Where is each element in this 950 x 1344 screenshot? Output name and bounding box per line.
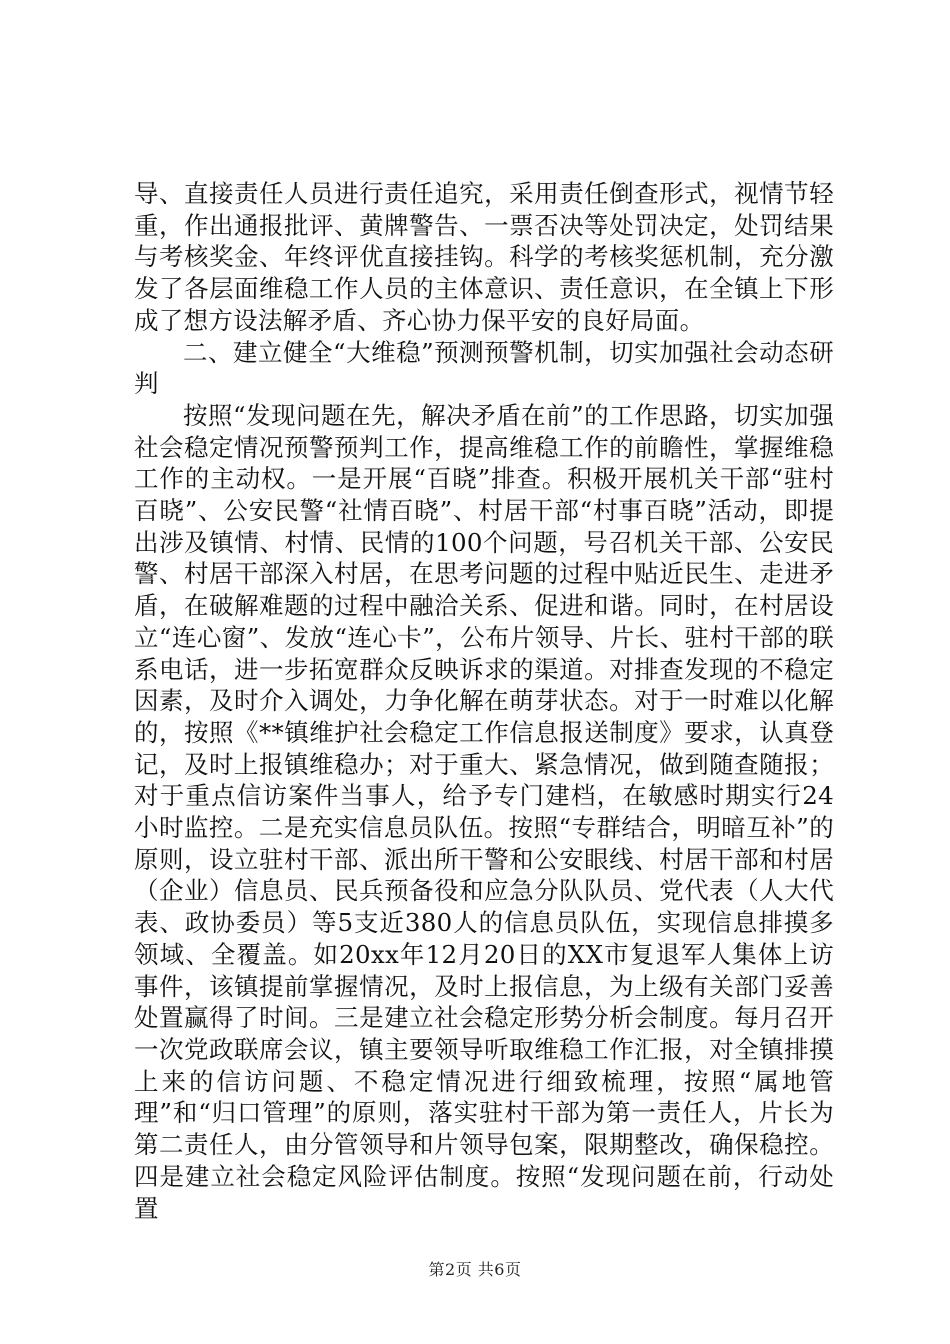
- document-body: [134, 178, 834, 1224]
- paragraph-main: 按照“发现问题在先，解决矛盾在前”的工作思路，切实加强社会稳定情况预警预判工作，提高维稳工作的前瞻性，掌握维稳工作的主动权。一是开展“百晓”排查。积极开展机关干部“驻村百晓”、公安民警“社情百晓”、村居干部“村事百晓”活动，即提出涉及镇情、村情、民情的100个问题，号召机关干部、公安民警、村居干部深入村居，在思考问题的过程中贴近民生、走进矛盾，在破解难题的过程中融洽关系、促进和谐。同时，在村居设立“连心窗”、发放“连心卡”，公布片领导、片长、驻村干部的联系电话，进一步拓宽群众反映诉求的渠道。对排查发现的不稳定因素，及时介入调处，力争化解在萌芽状态。对于一时难以化解的，按照《**镇维护社会稳定工作信息报送制度》要求，认真登记，及时上报镇维稳办；对于重大、紧急情况，做到随查随报；对于重点信访案件当事人，给予专门建档，在敏感时期实行24小时监控。二是充实信息员队伍。按照“专群结合，明暗互补”的原则，设立驻村干部、派出所干警和公安眼线、村居干部和村居（企业）信息员、民兵预备役和应急分队队员、党代表（人大代表、政协委员）等5支近380人的信息员队伍，实现信息排摸多领域、全覆盖。如20xx年12月20日的XX市复退军人集体上访事件，该镇提前掌握情况，及时上报信息，为上级有关部门妥善处置赢得了时间。三是建立社会稳定形势分析会制度。每月召开一次党政联席会议，镇主要领导听取维稳工作汇报，对全镇排摸上来的信访问题、不稳定情况进行细致梳理，按照“属地管理”和“归口管理”的原则，落实驻村干部为第一责任人，片长为第二责任人，由分管领导和片领导包案，限期整改，确保稳控。四是建立社会稳定风险评估制度。按照“发现问题在前，行动处置: [134, 400, 835, 1223]
- paragraph-continuation: 导、直接责任人员进行责任追究，采用责任倒查形式，视情节轻重，作出通报批评、黄牌警告、一票否决等处罚决定，处罚结果与考核奖金、年终评优直接挂钩。科学的考核奖惩机制，充分激发了各层面维稳工作人员的主体意识、责任意识，在全镇上下形成了想方设法解矛盾、齐心协力保平安的良好局面。: [134, 179, 834, 335]
- section-heading: 二、建立健全“大维稳”预测预警机制，切实加强社会动态研判: [134, 337, 834, 399]
- page-footer: 第2页 共6页: [428, 1260, 522, 1279]
